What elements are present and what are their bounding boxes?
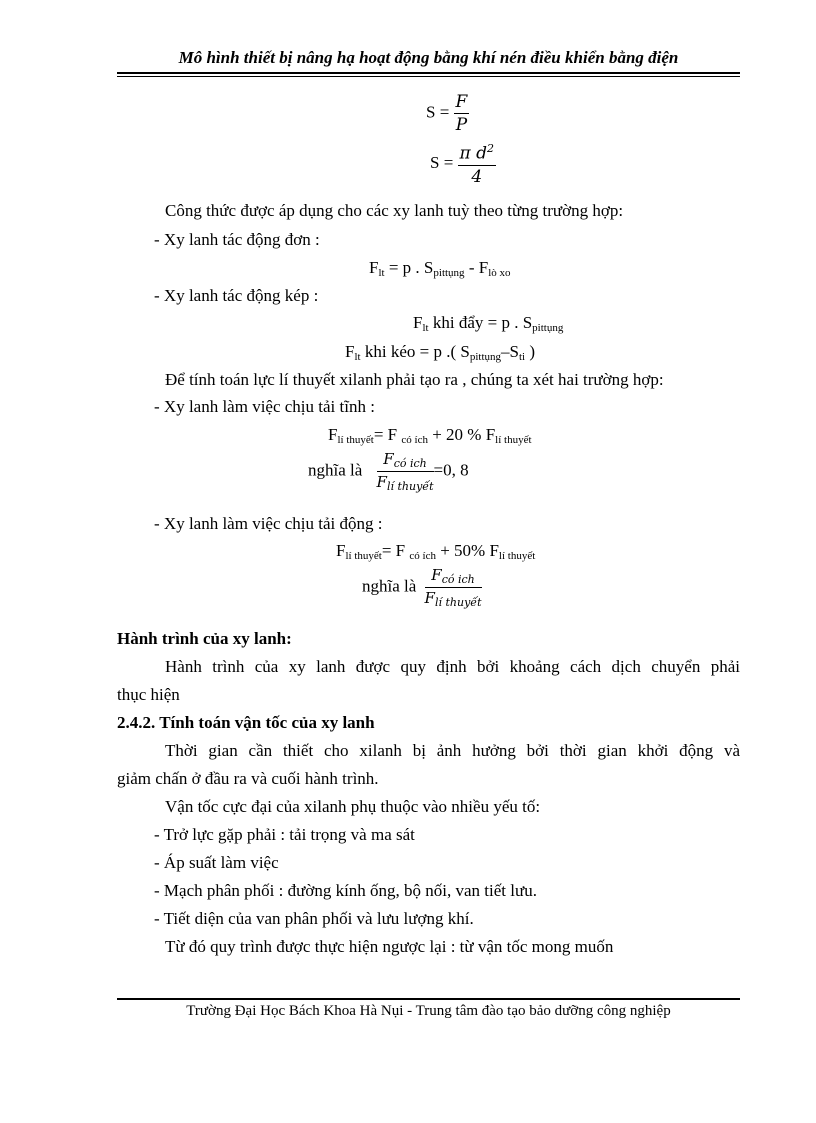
- force-symbol: F: [413, 313, 423, 332]
- exponent: 2: [487, 142, 495, 155]
- stroke-heading: Hành trình của xy lanh:: [117, 629, 292, 648]
- subscript: có ích: [409, 550, 436, 562]
- fraction-denominator: [377, 472, 434, 493]
- factor-item-4: - Tiết diện của van phân phối và lưu lượng khí.: [154, 909, 474, 928]
- formula-lhs: S =: [426, 102, 450, 122]
- subscript: lt: [422, 322, 429, 334]
- page-footer: Trường Đại Học Bách Khoa Hà Nụi - Trung tâm đào tạo bảo dưỡng công nghiệp: [186, 1003, 671, 1019]
- fraction-denominator: P: [455, 115, 468, 135]
- factors-intro: Vận tốc cực đại của xilanh phụ thuộc vào nhiều yếu tố:: [165, 797, 541, 816]
- velocity-paragraph-line1: Thời gian cần thiết cho xilanh bị ảnh hưởng bởi thời gian khởi động và: [165, 741, 740, 760]
- push-formula: [413, 313, 563, 334]
- pi-symbol: π: [459, 143, 471, 164]
- fraction: [454, 92, 470, 135]
- formula-text: = F: [381, 541, 406, 560]
- factor-item-2: - Áp suất làm việc: [154, 853, 279, 872]
- single-acting-formula: [369, 258, 511, 279]
- static-load-formula: [328, 425, 532, 446]
- force-symbol: F: [336, 541, 346, 560]
- stroke-paragraph-line1: Hành trình của xy lanh được quy định bởi khoảng cách dịch chuyển phải: [165, 657, 740, 676]
- formula-s-area: [430, 142, 496, 187]
- header-rule-thick: [117, 72, 740, 74]
- subscript: ti: [518, 351, 526, 363]
- formula-text: khi đẩy = p . S: [432, 313, 533, 332]
- formula-text: ): [525, 342, 536, 361]
- formula-text: khi kéo = p .( S: [364, 342, 470, 361]
- subscript: lí thuyết: [337, 434, 374, 446]
- force-symbol: F: [376, 473, 387, 491]
- force-symbol: F: [383, 450, 394, 468]
- subscript: lí thuyết: [495, 434, 532, 446]
- force-symbol: F: [424, 589, 435, 607]
- subscript: lt: [354, 351, 361, 363]
- theory-intro: Để tính toán lực lí thuyết xilanh phải tạo ra , chúng ta xét hai trường hợp:: [165, 370, 664, 389]
- pull-formula: [345, 342, 535, 363]
- formula-s-fp: [426, 92, 469, 135]
- fraction: [377, 450, 434, 493]
- diameter-symbol: d: [476, 143, 488, 164]
- single-acting-label: - Xy lanh tác động đơn :: [154, 230, 320, 249]
- subscript: lí thuyết: [498, 550, 536, 562]
- formula-text: + 50% F: [440, 541, 499, 560]
- formula-lhs: S =: [430, 153, 454, 173]
- fraction-denominator: [425, 588, 482, 609]
- fraction-denominator: 4: [471, 166, 483, 187]
- velocity-paragraph-line2: giảm chấn ở đầu ra và cuối hành trình.: [117, 769, 379, 788]
- formula-text: = F: [373, 425, 398, 444]
- page-header-title: Mô hình thiết bị nâng hạ hoạt động bằng khí nén điều khiển bằng điện: [178, 48, 679, 67]
- footer-rule: [117, 998, 740, 1000]
- fraction: [425, 566, 482, 609]
- subscript: lò xo: [488, 267, 511, 279]
- fraction: [458, 142, 496, 187]
- formula-text: –S: [501, 342, 519, 361]
- subscript: pittụng: [469, 351, 501, 363]
- subscript: có ich: [441, 573, 475, 586]
- factor-item-1: - Trở lực gặp phải : tải trọng và ma sát: [154, 825, 415, 844]
- reverse-paragraph: Từ đó quy trình được thực hiện ngược lại : từ vận tốc mong muốn: [165, 937, 614, 956]
- force-symbol: F: [431, 566, 442, 584]
- subscript: lt: [378, 267, 385, 279]
- dynamic-load-formula: [336, 541, 535, 562]
- ratio-label: nghĩa là: [308, 460, 363, 480]
- subscript: có ich: [393, 457, 427, 470]
- ratio-result: =0, 8: [433, 460, 469, 480]
- formula-text: = p . S: [388, 258, 434, 277]
- stroke-paragraph-line2: thục hiện: [117, 685, 180, 704]
- force-symbol: F: [345, 342, 355, 361]
- subscript: lí thuyết: [345, 550, 382, 562]
- subscript: pittụng: [532, 322, 564, 334]
- double-acting-label: - Xy lanh tác động kép :: [154, 286, 319, 305]
- force-symbol: F: [328, 425, 338, 444]
- fraction-numerator: F: [455, 92, 468, 112]
- ratio-label: nghĩa là: [362, 576, 417, 596]
- force-symbol: F: [369, 258, 379, 277]
- subscript: lí thuyết: [386, 480, 434, 493]
- formula-text: - F: [468, 258, 489, 277]
- formula-text: + 20 % F: [432, 425, 496, 444]
- fraction-numerator: [425, 566, 482, 588]
- static-ratio: [308, 450, 469, 493]
- subscript: có ích: [401, 434, 428, 446]
- dynamic-ratio: [362, 566, 482, 609]
- dynamic-load-label: - Xy lanh làm việc chịu tải động :: [154, 514, 383, 533]
- fraction-numerator: [458, 142, 496, 166]
- subscript: lí thuyết: [434, 596, 482, 609]
- subscript: pittụng: [433, 267, 465, 279]
- static-load-label: - Xy lanh làm việc chịu tải tĩnh :: [154, 397, 375, 416]
- factor-item-3: - Mạch phân phối : đường kính ống, bộ nối, van tiết lưu.: [154, 881, 537, 900]
- fraction-numerator: [377, 450, 434, 472]
- header-rule-thin: [117, 76, 740, 77]
- body-intro: Công thức được áp dụng cho các xy lanh tuỳ theo từng trường hợp:: [165, 201, 624, 220]
- velocity-heading: 2.4.2. Tính toán vận tốc của xy lanh: [117, 713, 375, 732]
